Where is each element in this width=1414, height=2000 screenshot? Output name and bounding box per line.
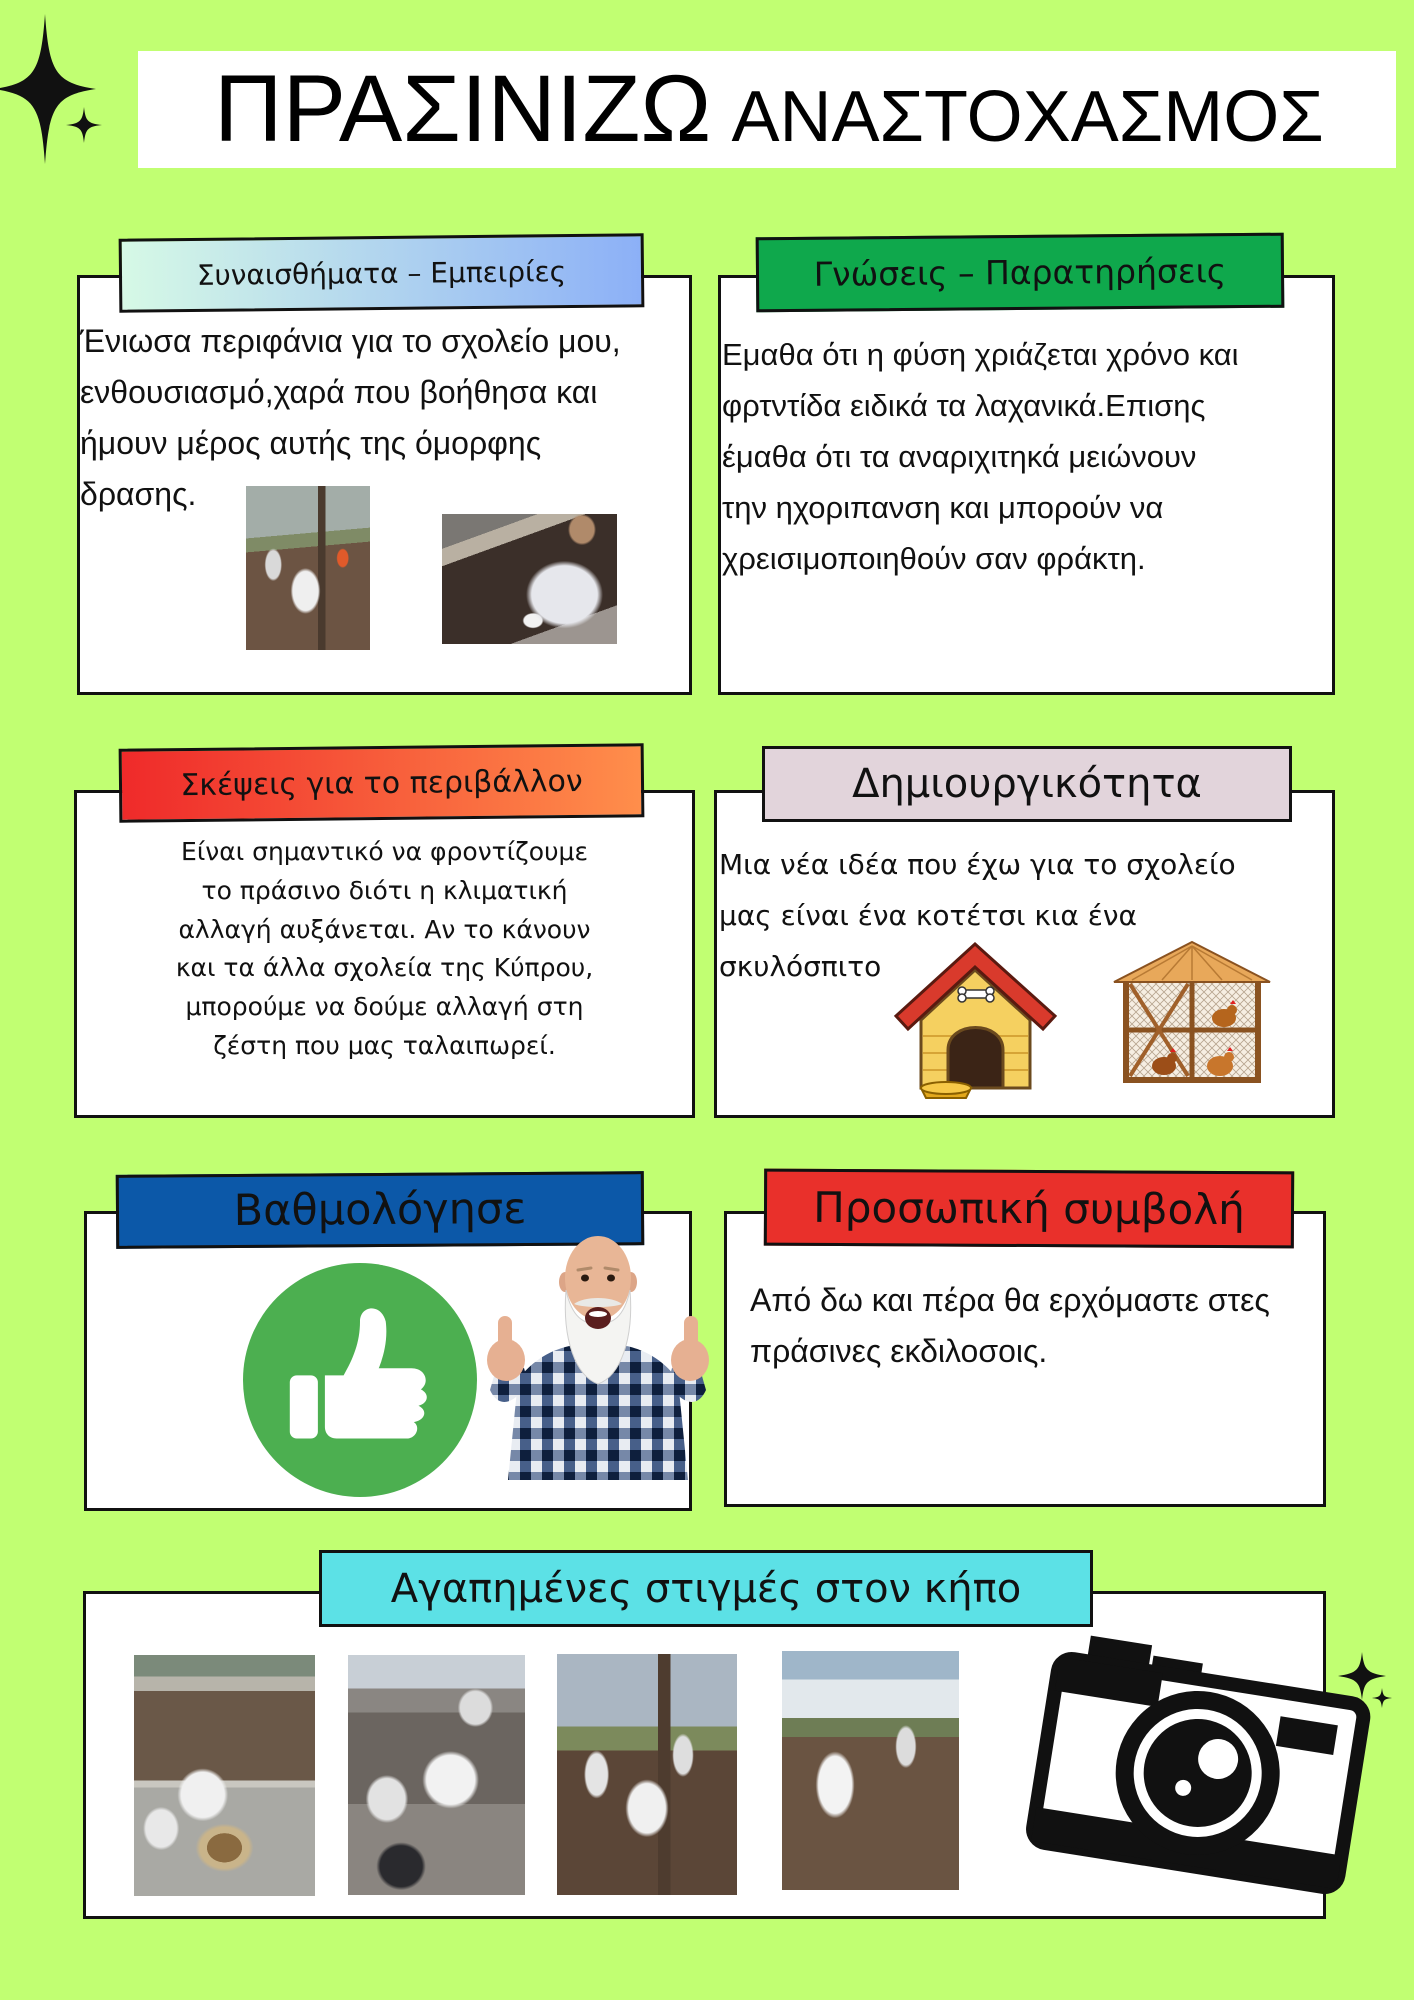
text-line: Ένιωσα περιφάνια για το σχολείο μου, xyxy=(80,323,621,359)
text-line: Μια νέα ιδέα που έχω για το σχολείο xyxy=(719,848,1236,881)
thoughts-text xyxy=(74,833,695,1066)
camera-icon xyxy=(1026,1632,1371,1910)
chicken-coop-icon xyxy=(1112,940,1272,1085)
text-line: Από δω και πέρα θα ερχόμαστε στες xyxy=(750,1282,1270,1318)
excited-man-thumbs-up xyxy=(476,1230,720,1480)
garden-photo xyxy=(442,514,617,644)
small-sparkle-icon xyxy=(66,107,102,143)
text-line: την ηχοριπανση και μπορούν να xyxy=(722,490,1164,525)
text-line: Είναι σημαντικό να φροντίζουμε xyxy=(181,837,588,866)
garden-photo xyxy=(134,1655,315,1896)
text-line: φρτντίδα ειδικά τα λαχανικά.Επισης xyxy=(722,388,1206,423)
page-title xyxy=(214,51,1324,168)
text-line: Εμαθα ότι η φύση χριάζεται χρόνο και xyxy=(722,337,1239,372)
feelings-heading: Συναισθήματα – Εμπειρίες xyxy=(119,233,645,312)
text-line: αλλαγή αυξάνεται. Αν το κάνουν xyxy=(178,914,591,944)
text-line: ζέστη που μας ταλαιπωρεί. xyxy=(213,1030,556,1060)
garden-photo xyxy=(557,1654,737,1895)
text-line: μας είναι ένα κοτέτσι κια ένα xyxy=(719,899,1137,932)
moments-heading: Αγαπημένες στιγμές στον κήπο xyxy=(319,1550,1093,1627)
text-line: το πράσινο διότι η κλιματική xyxy=(201,875,568,905)
knowledge-text xyxy=(722,329,1239,584)
rating-heading: Βαθμολόγησε xyxy=(116,1171,645,1249)
text-line: πράσινες εκδιλοσοις. xyxy=(750,1333,1048,1369)
contribution-text xyxy=(750,1275,1270,1377)
creativity-heading: Δημιουργικότητα xyxy=(762,746,1292,822)
text-line: ήμουν μέρος αυτής της όμορφης xyxy=(80,425,542,461)
knowledge-heading: Γνώσεις – Παρατηρήσεις xyxy=(756,233,1285,313)
text-line: και τα άλλα σχολεία της Κύπρου, xyxy=(175,953,594,983)
thoughts-heading: Σκέψεις για το περιβάλλον xyxy=(119,743,645,822)
thumbs-up-icon xyxy=(243,1263,477,1497)
text-line: έμαθα ότι τα αναριχιτηκά μειώνουν xyxy=(722,439,1197,474)
text-line: σκυλόσπιτο xyxy=(719,950,882,983)
contribution-heading: Προσωπική συμβολή xyxy=(764,1169,1294,1249)
text-line: μπορούμε να δούμε αλλαγή στη xyxy=(185,992,584,1022)
sparkle-icon xyxy=(1336,1652,1396,1712)
text-line: ενθουσιασμό,χαρά που βοήθησα και xyxy=(80,374,598,410)
text-line: δρασης. xyxy=(80,476,197,512)
dog-house-icon xyxy=(893,940,1058,1100)
title-sub: ΑΝΑΣΤΟΧΑΣΜΟΣ xyxy=(731,77,1324,157)
garden-photo xyxy=(782,1651,959,1890)
text-line: χρεισιμοποιηθούν σαν φράκτη. xyxy=(722,541,1146,576)
garden-photo xyxy=(348,1655,525,1895)
title-main: ΠΡΑΣΙΝΙΖΩ xyxy=(214,56,712,162)
garden-photo xyxy=(246,486,370,650)
